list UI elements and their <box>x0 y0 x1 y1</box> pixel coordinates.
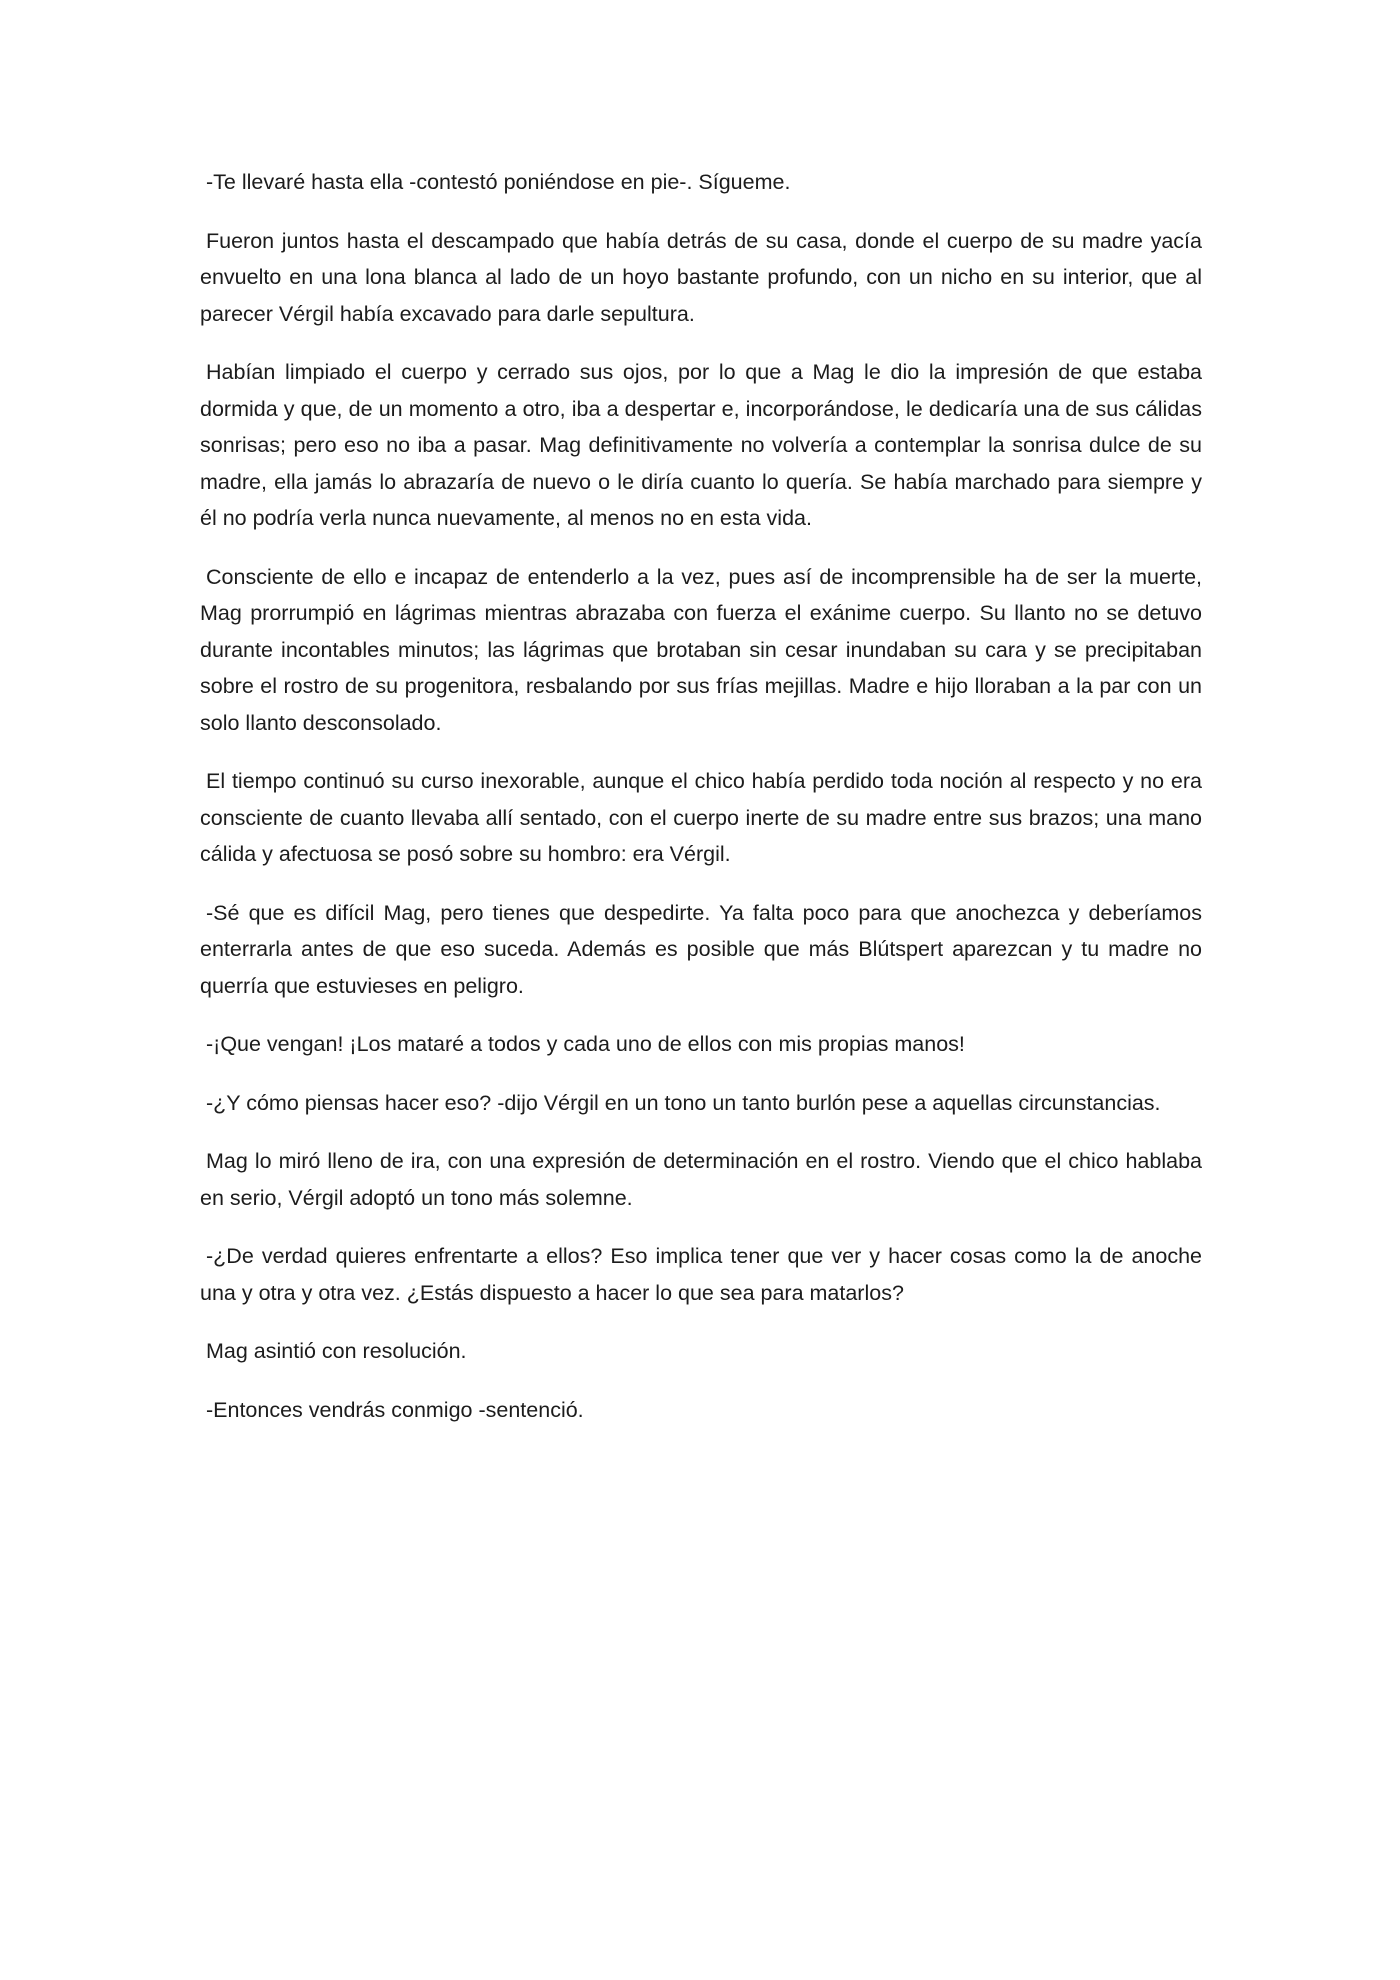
paragraph: -¿De verdad quieres enfrentarte a ellos? Eso implica tener que ver y hacer cosas como la de anoche una y otra y otra vez. ¿Estás dispuesto a hacer lo que sea para matarlos? <box>200 1244 1202 1305</box>
paragraph: -Te llevaré hasta ella -contestó poniéndose en pie-. Sígueme. <box>206 170 791 194</box>
paragraph: Fueron juntos hasta el descampado que había detrás de su casa, donde el cuerpo de su madre yacía envuelto en una lona blanca al lado de un hoyo bastante profundo, con un nicho en su interior, que al parecer Vérgil había excavado para darle sepultura. <box>200 228 1202 326</box>
paragraph: -Sé que es difícil Mag, pero tienes que despedirte. Ya falta poco para que anochezca y deberíamos enterrarla antes de que eso suceda. Además es posible que más Blútspert aparezcan y tu madre no querría que estuvieses en peligro. <box>200 900 1202 998</box>
paragraph: Habían limpiado el cuerpo y cerrado sus ojos, por lo que a Mag le dio la impresión de que estaba dormida y que, de un momento a otro, iba a despertar e, incorporándose, le dedicaría una de sus cálidas sonrisas; pero eso no iba a pasar. Mag definitivamente no volvería a contemplar la sonrisa dulce de su madre, ella jamás lo abrazaría de nuevo o le diría cuanto lo quería. Se había marchado para siempre y él no podría verla nunca nuevamente, al menos no en esta vida. <box>200 360 1202 530</box>
document-body <box>200 164 1202 1450</box>
paragraph: -Entonces vendrás conmigo -sentenció. <box>206 1397 584 1422</box>
paragraph: Mag lo miró lleno de ira, con una expresión de determinación en el rostro. Viendo que el chico hablaba en serio, Vérgil adoptó un tono más solemne. <box>200 1149 1202 1210</box>
paragraph: El tiempo continuó su curso inexorable, aunque el chico había perdido toda noción al respecto y no era consciente de cuanto llevaba allí sentado, con el cuerpo inerte de su madre entre sus brazos; una mano cálida y afectuosa se posó sobre su hombro: era Vérgil. <box>200 769 1202 866</box>
paragraph: Consciente de ello e incapaz de entenderlo a la vez, pues así de incomprensible ha de ser la muerte, Mag prorrumpió en lágrimas mientras abrazaba con fuerza el exánime cuerpo. Su llanto no se detuvo durante incontables minutos; las lágrimas que brotaban sin cesar inundaban su cara y se precipitaban sobre el rostro de su progenitora, resbalando por sus frías mejillas. Madre e hijo lloraban a la par con un solo llanto desconsolado. <box>200 564 1202 735</box>
paragraph: -¿Y cómo piensas hacer eso? -dijo Vérgil en un tono un tanto burlón pese a aquellas circunstancias. <box>206 1090 1161 1115</box>
paragraph: Mag asintió con resolución. <box>206 1339 467 1363</box>
paragraph: -¡Que vengan! ¡Los mataré a todos y cada uno de ellos con mis propias manos! <box>206 1032 965 1056</box>
